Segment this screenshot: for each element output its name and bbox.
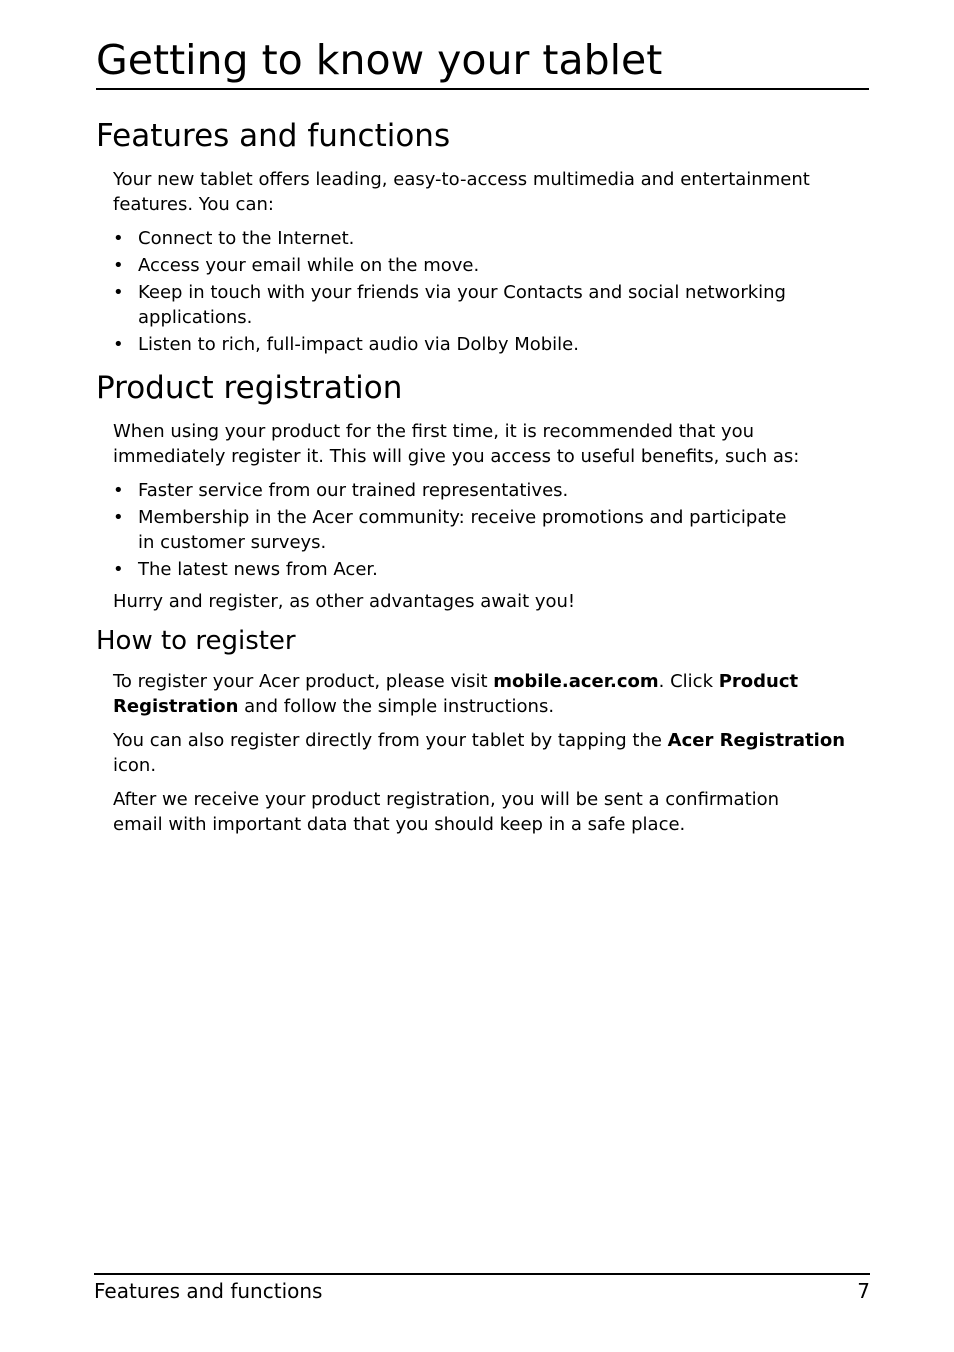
how-to-register-heading: How to register [96, 626, 296, 656]
features-intro-line2: features. You can: [113, 194, 274, 215]
features-bullet-1 [113, 226, 354, 251]
registration-bullet-1 [113, 478, 568, 503]
page-title: Getting to know your tablet [96, 36, 663, 84]
bullet-text: applications. [138, 307, 253, 328]
how-to-paragraph-1 [113, 669, 798, 719]
bullet-dot: • [113, 480, 124, 501]
how-to-paragraph-2 [113, 728, 845, 778]
acer-registration-label: Acer Registration [667, 730, 846, 751]
title-rule [96, 88, 869, 90]
features-intro-line1: Your new tablet offers leading, easy-to-access multimedia and entertainment [113, 169, 810, 190]
bullet-text: Faster service from our trained representatives. [138, 480, 569, 501]
text-run: . Click [658, 671, 719, 692]
registration-closing: Hurry and register, as other advantages await you! [113, 591, 576, 612]
features-heading: Features and functions [96, 118, 451, 154]
bullet-text: The latest news from Acer. [138, 559, 378, 580]
bullet-text: Access your email while on the move. [138, 255, 480, 276]
how-to-paragraph-3 [113, 787, 779, 837]
bullet-text: in customer surveys. [138, 532, 327, 553]
registration-intro-line1: When using your product for the first time, it is recommended that you [113, 421, 755, 442]
bullet-dot: • [113, 507, 124, 528]
registration-intro-line2: immediately register it. This will give you access to useful benefits, such as: [113, 446, 800, 467]
footer-rule [94, 1273, 870, 1275]
features-bullet-4 [113, 332, 579, 357]
bullet-dot: • [113, 228, 124, 249]
registration-bullet-2 [113, 505, 787, 555]
registration-intro [113, 419, 799, 469]
text-run: icon. [113, 755, 157, 776]
registration-bullet-3 [113, 557, 378, 582]
text-run: You can also register directly from your tablet by tapping the [113, 730, 668, 751]
product-label: Product [718, 671, 799, 692]
text-run: After we receive your product registration, you will be sent a confirmation [113, 789, 780, 810]
footer-label: Features and functions [94, 1279, 323, 1303]
text-run: email with important data that you should keep in a safe place. [113, 814, 686, 835]
bullet-dot: • [113, 334, 124, 355]
registration-heading: Product registration [96, 370, 403, 406]
bullet-dot: • [113, 559, 124, 580]
registration-label: Registration [113, 696, 239, 717]
text-run: and follow the simple instructions. [238, 696, 555, 717]
bullet-text: Membership in the Acer community: receive promotions and participate [138, 507, 787, 528]
bullet-text: Connect to the Internet. [138, 228, 355, 249]
page-number: 7 [857, 1279, 870, 1303]
text-run: To register your Acer product, please visit [113, 671, 494, 692]
bullet-text: Listen to rich, full-impact audio via Dolby Mobile. [138, 334, 579, 355]
features-intro [113, 167, 810, 217]
bullet-dot: • [113, 255, 124, 276]
bullet-text: Keep in touch with your friends via your Contacts and social networking [138, 282, 786, 303]
features-bullet-3 [113, 280, 786, 330]
features-bullet-2 [113, 253, 479, 278]
bullet-dot: • [113, 282, 124, 303]
website-link[interactable]: mobile.acer.com [493, 671, 659, 692]
